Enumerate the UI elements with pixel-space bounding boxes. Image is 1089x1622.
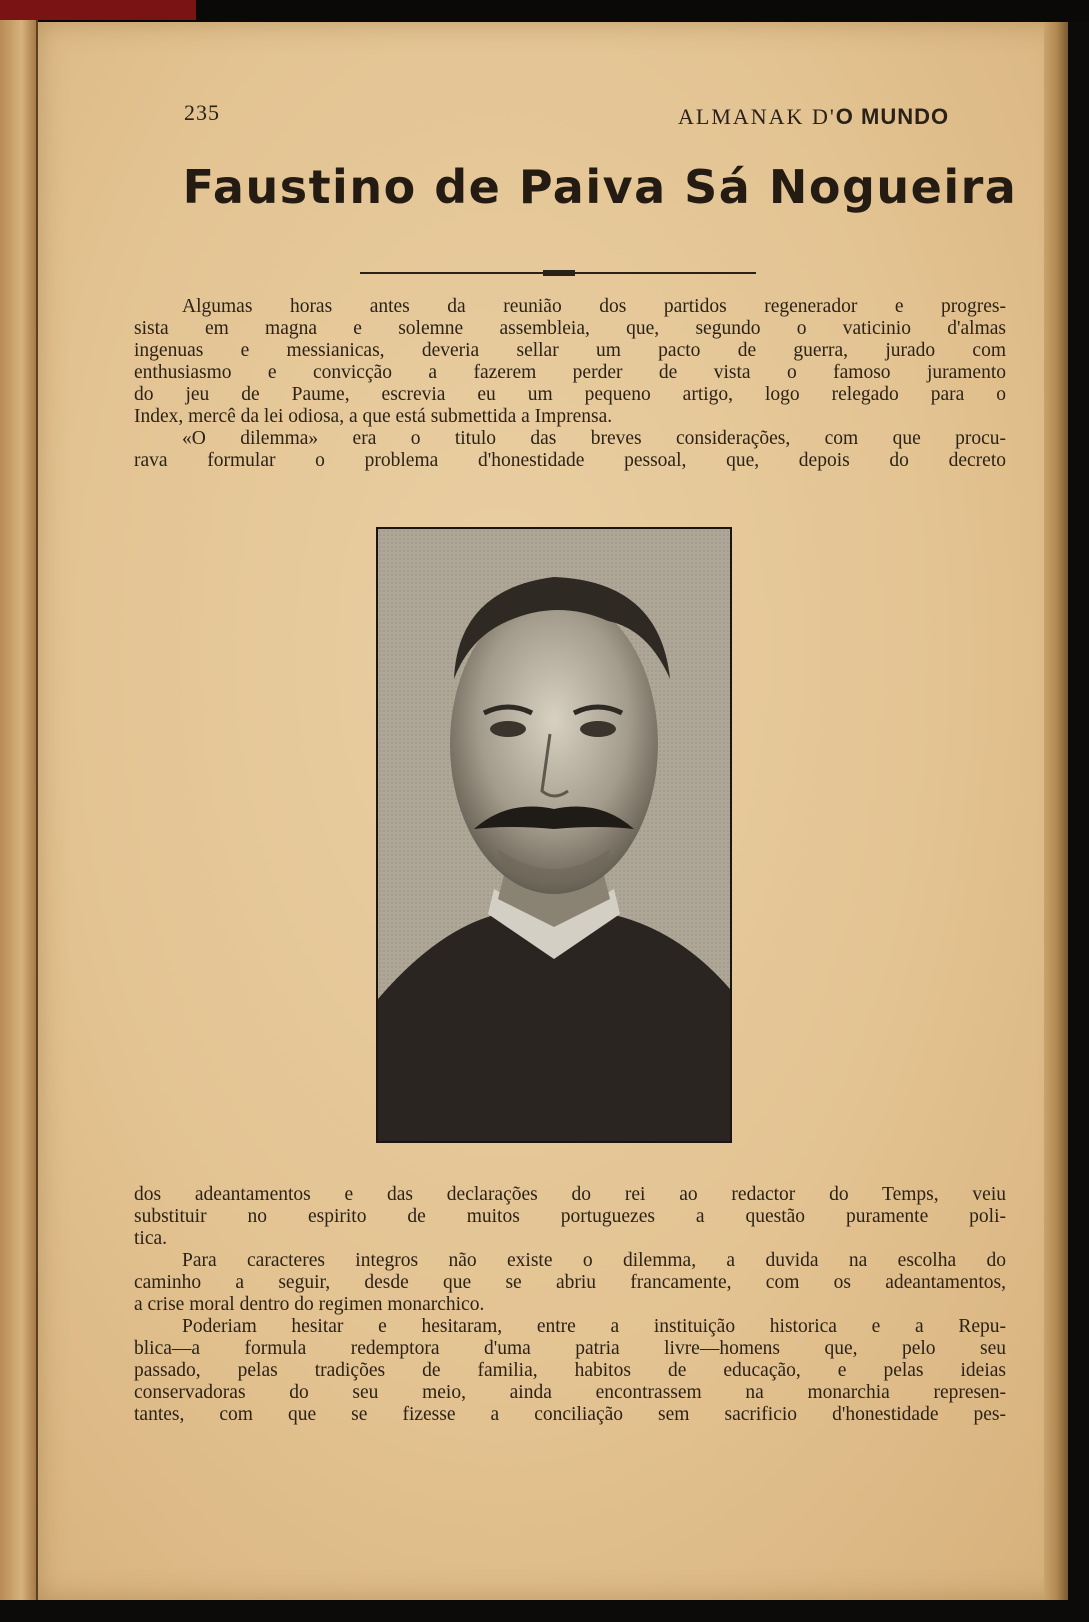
red-binding-strip xyxy=(0,0,196,20)
running-head xyxy=(678,104,949,130)
book-page xyxy=(38,22,1068,1600)
text-line: tantes, com que se fizesse a conciliação sem sacrificio d'honestidade pes- xyxy=(134,1404,1006,1425)
text-line: enthusiasmo e convicção a fazerem perder de vista o famoso juramento xyxy=(134,362,1006,383)
text-line: rava formular o problema d'honestidade pessoal, que, depois do decreto xyxy=(134,450,1006,471)
text-line: do jeu de Paume, escrevia eu um pequeno artigo, logo relegado para o xyxy=(134,384,1006,405)
text-line: ingenuas e messianicas, deveria sellar um pacto de guerra, jurado com xyxy=(134,340,1006,361)
text-line: dos adeantamentos e das declarações do rei ao redactor do Temps, veiu xyxy=(134,1184,1006,1205)
running-head-bold: O MUNDO xyxy=(835,104,950,129)
text-line: tica. xyxy=(134,1228,168,1249)
text-before-portrait xyxy=(134,296,1006,472)
left-page-edge xyxy=(0,20,38,1600)
portrait-photo xyxy=(376,527,732,1143)
title-rule-ornament xyxy=(543,270,575,276)
page-fore-edge xyxy=(1044,22,1068,1600)
text-line: a crise moral dentro do regimen monarchico. xyxy=(134,1294,485,1315)
text-line: Algumas horas antes da reunião dos partidos regenerador e progres- xyxy=(182,296,1006,317)
portrait-photo-icon xyxy=(378,529,730,1141)
article-title: Faustino de Paiva Sá Nogueira xyxy=(182,160,1018,214)
page-number: 235 xyxy=(184,100,220,125)
running-head-prefix: ALMANAK D' xyxy=(678,104,836,129)
text-line: passado, pelas tradições de familia, habitos de educação, e pelas ideias xyxy=(134,1360,1006,1381)
text-line: Poderiam hesitar e hesitaram, entre a instituição historica e a Repu- xyxy=(182,1316,1006,1337)
text-line: blica—a formula redemptora d'uma patria livre—homens que, pelo seu xyxy=(134,1338,1006,1359)
text-line: conservadoras do seu meio, ainda encontrassem na monarchia represen- xyxy=(134,1382,1006,1403)
text-after-portrait xyxy=(134,1184,1006,1426)
text-line: «O dilemma» era o titulo das breves considerações, com que procu- xyxy=(182,428,1006,449)
text-line: sista em magna e solemne assembleia, que, segundo o vaticinio d'almas xyxy=(134,318,1006,339)
text-line: Index, mercê da lei odiosa, a que está submettida a Imprensa. xyxy=(134,406,613,427)
page-header xyxy=(38,90,1068,130)
text-line: substituir no espirito de muitos portuguezes a questão puramente poli- xyxy=(134,1206,1006,1227)
text-line: Para caracteres integros não existe o dilemma, a duvida na escolha do xyxy=(182,1250,1006,1271)
text-line: caminho a seguir, desde que se abriu francamente, com os adeantamentos, xyxy=(134,1272,1006,1293)
